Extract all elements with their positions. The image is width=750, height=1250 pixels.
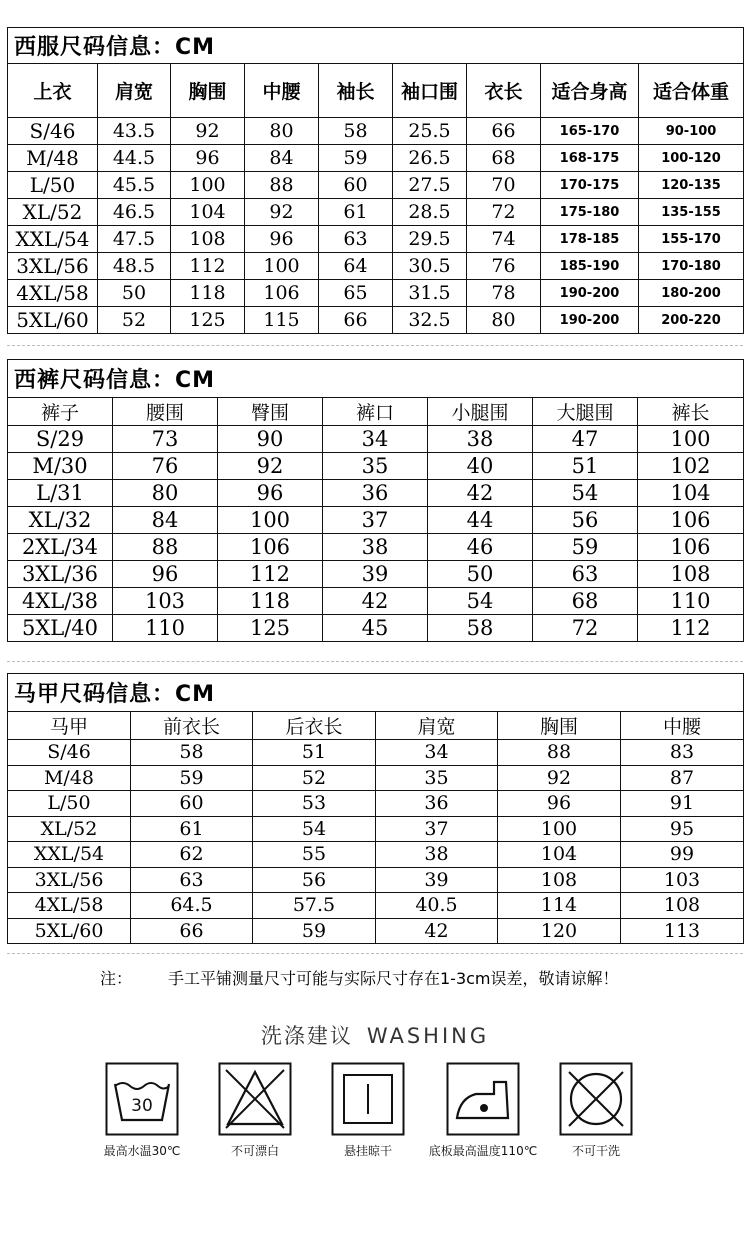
size-cell: 4XL/38 xyxy=(8,588,113,615)
washing-title-en: WASHING xyxy=(366,1024,490,1048)
vest-size-table xyxy=(7,673,744,944)
table-row xyxy=(8,118,744,145)
pants-table-title: 西裤尺码信息：CM xyxy=(8,360,744,398)
value-cell: 60 xyxy=(131,791,253,817)
value-cell: 108 xyxy=(171,226,245,253)
value-cell: 106 xyxy=(638,534,744,561)
care-item-hang-dry xyxy=(308,1062,428,1159)
value-cell: 155-170 xyxy=(639,226,744,253)
size-cell: 4XL/58 xyxy=(8,893,131,919)
value-cell: 100 xyxy=(218,507,323,534)
value-cell: 104 xyxy=(498,842,621,868)
value-cell: 112 xyxy=(171,253,245,280)
column-header: 上衣 xyxy=(8,64,98,118)
value-cell: 80 xyxy=(467,307,541,334)
divider xyxy=(7,953,743,954)
value-cell: 39 xyxy=(323,561,428,588)
size-cell: S/46 xyxy=(8,740,131,766)
size-cell: 5XL/60 xyxy=(8,918,131,944)
value-cell: 106 xyxy=(638,507,744,534)
table-row xyxy=(8,534,744,561)
value-cell: 76 xyxy=(467,253,541,280)
value-cell: 95 xyxy=(621,816,744,842)
value-cell: 59 xyxy=(253,918,376,944)
value-cell: 52 xyxy=(253,765,376,791)
value-cell: 34 xyxy=(323,426,428,453)
column-header: 胸围 xyxy=(171,64,245,118)
value-cell: 200-220 xyxy=(639,307,744,334)
table-row xyxy=(8,145,744,172)
value-cell: 103 xyxy=(621,867,744,893)
value-cell: 165-170 xyxy=(541,118,639,145)
value-cell: 42 xyxy=(428,480,533,507)
column-header: 中腰 xyxy=(621,712,744,740)
table-row xyxy=(8,453,744,480)
value-cell: 66 xyxy=(131,918,253,944)
value-cell: 92 xyxy=(218,453,323,480)
care-item-iron-110 xyxy=(423,1062,543,1159)
value-cell: 45 xyxy=(323,615,428,642)
value-cell: 118 xyxy=(171,280,245,307)
header-row xyxy=(8,398,744,426)
column-header: 裤子 xyxy=(8,398,113,426)
value-cell: 103 xyxy=(113,588,218,615)
size-cell: M/30 xyxy=(8,453,113,480)
size-cell: XXL/54 xyxy=(8,842,131,868)
value-cell: 72 xyxy=(467,199,541,226)
wash-30-icon xyxy=(105,1062,179,1136)
column-header: 适合体重 xyxy=(639,64,744,118)
value-cell: 54 xyxy=(253,816,376,842)
header-row xyxy=(8,64,744,118)
value-cell: 48.5 xyxy=(98,253,171,280)
size-cell: S/29 xyxy=(8,426,113,453)
value-cell: 110 xyxy=(638,588,744,615)
value-cell: 100-120 xyxy=(639,145,744,172)
value-cell: 190-200 xyxy=(541,280,639,307)
table-row xyxy=(8,307,744,334)
value-cell: 90-100 xyxy=(639,118,744,145)
size-cell: L/50 xyxy=(8,791,131,817)
value-cell: 112 xyxy=(638,615,744,642)
value-cell: 68 xyxy=(467,145,541,172)
size-cell: 5XL/40 xyxy=(8,615,113,642)
value-cell: 72 xyxy=(533,615,638,642)
column-header: 适合身高 xyxy=(541,64,639,118)
value-cell: 185-190 xyxy=(541,253,639,280)
hang-dry-icon xyxy=(331,1062,405,1136)
column-header: 大腿围 xyxy=(533,398,638,426)
value-cell: 59 xyxy=(131,765,253,791)
column-header: 腰围 xyxy=(113,398,218,426)
value-cell: 65 xyxy=(319,280,393,307)
table-row xyxy=(8,740,744,766)
value-cell: 46 xyxy=(428,534,533,561)
no-bleach-icon xyxy=(218,1062,292,1136)
table-row xyxy=(8,199,744,226)
value-cell: 106 xyxy=(245,280,319,307)
value-cell: 45.5 xyxy=(98,172,171,199)
value-cell: 135-155 xyxy=(639,199,744,226)
value-cell: 38 xyxy=(323,534,428,561)
value-cell: 60 xyxy=(319,172,393,199)
care-label: 悬挂晾干 xyxy=(343,1144,392,1158)
value-cell: 112 xyxy=(218,561,323,588)
table-row xyxy=(8,816,744,842)
value-cell: 59 xyxy=(319,145,393,172)
value-cell: 57.5 xyxy=(253,893,376,919)
value-cell: 92 xyxy=(171,118,245,145)
value-cell: 40.5 xyxy=(376,893,498,919)
value-cell: 68 xyxy=(533,588,638,615)
size-cell: XL/52 xyxy=(8,816,131,842)
value-cell: 84 xyxy=(245,145,319,172)
column-header: 小腿围 xyxy=(428,398,533,426)
value-cell: 27.5 xyxy=(393,172,467,199)
value-cell: 46.5 xyxy=(98,199,171,226)
value-cell: 51 xyxy=(533,453,638,480)
value-cell: 190-200 xyxy=(541,307,639,334)
value-cell: 54 xyxy=(428,588,533,615)
value-cell: 100 xyxy=(638,426,744,453)
value-cell: 63 xyxy=(319,226,393,253)
value-cell: 63 xyxy=(533,561,638,588)
care-item-no-dry-clean xyxy=(536,1062,656,1159)
column-header: 前衣长 xyxy=(131,712,253,740)
value-cell: 50 xyxy=(428,561,533,588)
value-cell: 168-175 xyxy=(541,145,639,172)
value-cell: 44 xyxy=(428,507,533,534)
no-dry-clean-icon xyxy=(559,1062,633,1136)
value-cell: 36 xyxy=(376,791,498,817)
table-row xyxy=(8,226,744,253)
value-cell: 180-200 xyxy=(639,280,744,307)
suit-size-table xyxy=(7,27,744,334)
value-cell: 96 xyxy=(498,791,621,817)
value-cell: 31.5 xyxy=(393,280,467,307)
value-cell: 88 xyxy=(245,172,319,199)
value-cell: 92 xyxy=(245,199,319,226)
value-cell: 47.5 xyxy=(98,226,171,253)
value-cell: 118 xyxy=(218,588,323,615)
value-cell: 44.5 xyxy=(98,145,171,172)
value-cell: 96 xyxy=(113,561,218,588)
value-cell: 91 xyxy=(621,791,744,817)
value-cell: 26.5 xyxy=(393,145,467,172)
column-header: 后衣长 xyxy=(253,712,376,740)
value-cell: 56 xyxy=(253,867,376,893)
value-cell: 34 xyxy=(376,740,498,766)
value-cell: 108 xyxy=(498,867,621,893)
size-cell: 5XL/60 xyxy=(8,307,98,334)
table-row xyxy=(8,791,744,817)
value-cell: 37 xyxy=(323,507,428,534)
value-cell: 104 xyxy=(171,199,245,226)
note-text: 手工平铺测量尺寸可能与实际尺寸存在1-3cm误差，敬请谅解！ xyxy=(168,969,619,988)
value-cell: 100 xyxy=(245,253,319,280)
column-header: 衣长 xyxy=(467,64,541,118)
value-cell: 125 xyxy=(218,615,323,642)
table-row xyxy=(8,507,744,534)
table-row xyxy=(8,280,744,307)
note-label: 注： xyxy=(100,969,133,988)
value-cell: 178-185 xyxy=(541,226,639,253)
value-cell: 115 xyxy=(245,307,319,334)
value-cell: 50 xyxy=(98,280,171,307)
value-cell: 36 xyxy=(323,480,428,507)
value-cell: 35 xyxy=(376,765,498,791)
column-header: 胸围 xyxy=(498,712,621,740)
value-cell: 61 xyxy=(131,816,253,842)
column-header: 肩宽 xyxy=(376,712,498,740)
table-row xyxy=(8,842,744,868)
care-label: 底板最高温度110℃ xyxy=(428,1144,538,1158)
size-cell: XL/32 xyxy=(8,507,113,534)
value-cell: 74 xyxy=(467,226,541,253)
size-cell: L/50 xyxy=(8,172,98,199)
value-cell: 55 xyxy=(253,842,376,868)
value-cell: 102 xyxy=(638,453,744,480)
value-cell: 120 xyxy=(498,918,621,944)
value-cell: 37 xyxy=(376,816,498,842)
size-cell: 2XL/34 xyxy=(8,534,113,561)
value-cell: 106 xyxy=(218,534,323,561)
care-item-wash-30 xyxy=(82,1062,202,1159)
value-cell: 114 xyxy=(498,893,621,919)
value-cell: 38 xyxy=(376,842,498,868)
iron-110-icon xyxy=(446,1062,520,1136)
header-row xyxy=(8,712,744,740)
vest-table-title: 马甲尺码信息：CM xyxy=(8,674,744,712)
wash-temp-number: 30 xyxy=(131,1096,153,1116)
value-cell: 78 xyxy=(467,280,541,307)
value-cell: 80 xyxy=(245,118,319,145)
value-cell: 30.5 xyxy=(393,253,467,280)
value-cell: 96 xyxy=(245,226,319,253)
value-cell: 54 xyxy=(533,480,638,507)
column-header: 袖口围 xyxy=(393,64,467,118)
value-cell: 64.5 xyxy=(131,893,253,919)
divider xyxy=(7,661,743,662)
value-cell: 35 xyxy=(323,453,428,480)
size-cell: XXL/54 xyxy=(8,226,98,253)
value-cell: 28.5 xyxy=(393,199,467,226)
value-cell: 80 xyxy=(113,480,218,507)
value-cell: 51 xyxy=(253,740,376,766)
value-cell: 29.5 xyxy=(393,226,467,253)
value-cell: 100 xyxy=(498,816,621,842)
value-cell: 73 xyxy=(113,426,218,453)
value-cell: 113 xyxy=(621,918,744,944)
value-cell: 39 xyxy=(376,867,498,893)
value-cell: 43.5 xyxy=(98,118,171,145)
value-cell: 90 xyxy=(218,426,323,453)
value-cell: 96 xyxy=(218,480,323,507)
column-header: 马甲 xyxy=(8,712,131,740)
value-cell: 83 xyxy=(621,740,744,766)
size-cell: S/46 xyxy=(8,118,98,145)
table-row xyxy=(8,426,744,453)
value-cell: 32.5 xyxy=(393,307,467,334)
size-cell: 3XL/36 xyxy=(8,561,113,588)
value-cell: 99 xyxy=(621,842,744,868)
table-row xyxy=(8,172,744,199)
suit-table-title: 西服尺码信息：CM xyxy=(8,28,744,64)
value-cell: 175-180 xyxy=(541,199,639,226)
value-cell: 66 xyxy=(319,307,393,334)
value-cell: 58 xyxy=(428,615,533,642)
table-row xyxy=(8,765,744,791)
value-cell: 58 xyxy=(319,118,393,145)
size-cell: 4XL/58 xyxy=(8,280,98,307)
value-cell: 87 xyxy=(621,765,744,791)
value-cell: 62 xyxy=(131,842,253,868)
value-cell: 38 xyxy=(428,426,533,453)
value-cell: 104 xyxy=(638,480,744,507)
value-cell: 58 xyxy=(131,740,253,766)
value-cell: 53 xyxy=(253,791,376,817)
value-cell: 170-175 xyxy=(541,172,639,199)
table-row xyxy=(8,588,744,615)
column-header: 肩宽 xyxy=(98,64,171,118)
care-label: 最高水温30℃ xyxy=(103,1144,181,1158)
value-cell: 88 xyxy=(498,740,621,766)
measurement-note xyxy=(0,962,750,990)
value-cell: 61 xyxy=(319,199,393,226)
value-cell: 25.5 xyxy=(393,118,467,145)
column-header: 袖长 xyxy=(319,64,393,118)
value-cell: 52 xyxy=(98,307,171,334)
value-cell: 108 xyxy=(638,561,744,588)
column-header: 裤口 xyxy=(323,398,428,426)
size-cell: M/48 xyxy=(8,765,131,791)
size-cell: 3XL/56 xyxy=(8,867,131,893)
table-row xyxy=(8,615,744,642)
value-cell: 40 xyxy=(428,453,533,480)
washing-title-cn: 洗涤建议 xyxy=(260,1024,353,1048)
table-row xyxy=(8,561,744,588)
table-row xyxy=(8,867,744,893)
value-cell: 96 xyxy=(171,145,245,172)
value-cell: 100 xyxy=(171,172,245,199)
value-cell: 70 xyxy=(467,172,541,199)
value-cell: 42 xyxy=(376,918,498,944)
care-label: 不可漂白 xyxy=(230,1144,279,1158)
divider xyxy=(7,345,743,346)
size-cell: M/48 xyxy=(8,145,98,172)
pants-size-table xyxy=(7,359,744,642)
value-cell: 76 xyxy=(113,453,218,480)
value-cell: 59 xyxy=(533,534,638,561)
size-cell: 3XL/56 xyxy=(8,253,98,280)
care-label: 不可干洗 xyxy=(571,1144,620,1158)
value-cell: 88 xyxy=(113,534,218,561)
care-item-no-bleach xyxy=(195,1062,315,1159)
value-cell: 47 xyxy=(533,426,638,453)
value-cell: 64 xyxy=(319,253,393,280)
table-row xyxy=(8,893,744,919)
table-row xyxy=(8,918,744,944)
value-cell: 110 xyxy=(113,615,218,642)
value-cell: 66 xyxy=(467,118,541,145)
value-cell: 84 xyxy=(113,507,218,534)
value-cell: 56 xyxy=(533,507,638,534)
washing-title xyxy=(0,1020,750,1050)
value-cell: 125 xyxy=(171,307,245,334)
value-cell: 42 xyxy=(323,588,428,615)
value-cell: 120-135 xyxy=(639,172,744,199)
column-header: 中腰 xyxy=(245,64,319,118)
column-header: 裤长 xyxy=(638,398,744,426)
value-cell: 92 xyxy=(498,765,621,791)
size-cell: XL/52 xyxy=(8,199,98,226)
column-header: 臀围 xyxy=(218,398,323,426)
table-row xyxy=(8,480,744,507)
table-row xyxy=(8,253,744,280)
value-cell: 170-180 xyxy=(639,253,744,280)
value-cell: 63 xyxy=(131,867,253,893)
value-cell: 108 xyxy=(621,893,744,919)
size-cell: L/31 xyxy=(8,480,113,507)
